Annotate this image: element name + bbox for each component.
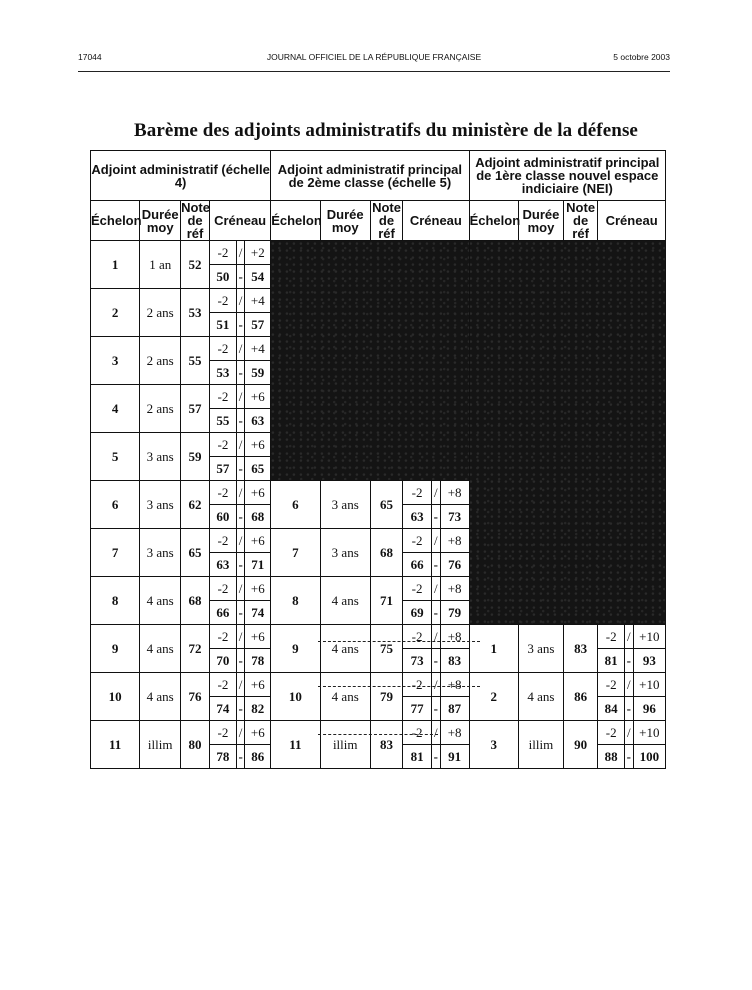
creneau-slash: / — [236, 385, 245, 409]
creneau-slash: / — [625, 625, 634, 649]
creneau-slash: / — [432, 529, 441, 553]
creneau-dash: - — [625, 697, 634, 721]
creneau-high-value: 63 — [245, 409, 271, 433]
creneau-dash: - — [625, 649, 634, 673]
creneau-high-value: 78 — [245, 649, 271, 673]
cell-note: 71 — [370, 577, 402, 625]
transition-dash — [318, 686, 480, 687]
creneau-high-value: 83 — [440, 649, 469, 673]
cell-echelon: 6 — [271, 481, 320, 529]
creneau-dash: - — [236, 265, 245, 289]
cell-duree: 4 ans — [320, 577, 370, 625]
creneau-slash: / — [625, 673, 634, 697]
creneau-low-offset: -2 — [210, 337, 237, 361]
creneau-low-offset: -2 — [598, 625, 625, 649]
creneau-low-offset: -2 — [210, 481, 237, 505]
creneau-dash: - — [236, 601, 245, 625]
col-header-echelon: Échelon — [91, 201, 140, 241]
creneau-high-value: 86 — [245, 745, 271, 769]
cell-duree: 4 ans — [518, 673, 563, 721]
creneau-high-value: 100 — [633, 745, 665, 769]
cell-note: 53 — [181, 289, 210, 337]
cell-duree: illim — [518, 721, 563, 769]
cell-echelon: 10 — [271, 673, 320, 721]
cell-duree: 3 ans — [320, 529, 370, 577]
transition-dash — [318, 641, 480, 642]
creneau-high-offset: +8 — [440, 577, 469, 601]
cell-echelon: 11 — [271, 721, 320, 769]
creneau-dash: - — [625, 745, 634, 769]
creneau-low-offset: -2 — [598, 673, 625, 697]
cell-echelon: 2 — [469, 673, 518, 721]
creneau-slash: / — [236, 337, 245, 361]
cell-duree: 4 ans — [140, 625, 181, 673]
journal-title: JOURNAL OFFICIEL DE LA RÉPUBLIQUE FRANÇAISE — [266, 52, 482, 62]
creneau-low-value: 81 — [403, 745, 432, 769]
cell-echelon: 8 — [91, 577, 140, 625]
creneau-high-value: 71 — [245, 553, 271, 577]
creneau-low-offset: -2 — [210, 385, 237, 409]
creneau-slash: / — [236, 481, 245, 505]
creneau-high-offset: +8 — [440, 481, 469, 505]
cell-note: 59 — [181, 433, 210, 481]
cell-duree: 4 ans — [140, 673, 181, 721]
col-header-note: Note de réf — [563, 201, 597, 241]
cell-echelon: 7 — [91, 529, 140, 577]
creneau-low-value: 63 — [210, 553, 237, 577]
creneau-slash: / — [432, 673, 441, 697]
cell-duree: 4 ans — [140, 577, 181, 625]
creneau-low-offset: -2 — [210, 529, 237, 553]
creneau-low-value: 53 — [210, 361, 237, 385]
creneau-low-value: 74 — [210, 697, 237, 721]
creneau-dash: - — [236, 409, 245, 433]
cell-duree: 2 ans — [140, 337, 181, 385]
creneau-low-offset: -2 — [210, 625, 237, 649]
creneau-slash: / — [432, 481, 441, 505]
creneau-dash: - — [432, 745, 441, 769]
creneau-low-value: 57 — [210, 457, 237, 481]
cell-echelon: 9 — [271, 625, 320, 673]
creneau-high-offset: +6 — [245, 385, 271, 409]
cell-note: 68 — [181, 577, 210, 625]
table-row — [91, 673, 666, 697]
cell-note: 76 — [181, 673, 210, 721]
creneau-slash: / — [236, 241, 245, 265]
creneau-high-offset: +8 — [440, 673, 469, 697]
creneau-dash: - — [432, 553, 441, 577]
creneau-dash: - — [236, 745, 245, 769]
creneau-high-value: 82 — [245, 697, 271, 721]
creneau-high-value: 76 — [440, 553, 469, 577]
creneau-dash: - — [236, 313, 245, 337]
creneau-dash: - — [432, 697, 441, 721]
cell-note: 83 — [563, 625, 597, 673]
document-title: Barème des adjoints administratifs du ministère de la défense — [134, 120, 638, 141]
bareme-table — [90, 150, 666, 769]
creneau-dash: - — [236, 553, 245, 577]
group-header-nei: Adjoint administratif principal de 1ère classe nouvel espace indiciaire (NEI) — [469, 151, 665, 201]
cell-duree: illim — [140, 721, 181, 769]
creneau-low-offset: -2 — [210, 241, 237, 265]
creneau-high-offset: +4 — [245, 337, 271, 361]
col-header-note: Note de réf — [372, 200, 401, 241]
creneau-low-offset: -2 — [403, 673, 432, 697]
cell-echelon: 4 — [91, 385, 140, 433]
creneau-slash: / — [236, 625, 245, 649]
cell-note: 86 — [563, 673, 597, 721]
cell-echelon: 6 — [91, 481, 140, 529]
cell-duree: 3 ans — [140, 529, 181, 577]
creneau-low-offset: -2 — [403, 577, 432, 601]
creneau-low-offset: -2 — [210, 721, 237, 745]
creneau-low-value: 84 — [598, 697, 625, 721]
creneau-high-offset: +8 — [440, 625, 469, 649]
creneau-dash: - — [236, 697, 245, 721]
creneau-low-value: 63 — [403, 505, 432, 529]
creneau-high-value: 93 — [633, 649, 665, 673]
cell-duree: 3 ans — [140, 481, 181, 529]
creneau-low-offset: -2 — [403, 721, 432, 745]
cell-echelon: 1 — [91, 241, 140, 289]
creneau-low-offset: -2 — [210, 673, 237, 697]
creneau-low-offset: -2 — [210, 433, 237, 457]
cell-note: 72 — [181, 625, 210, 673]
cell-note: 68 — [370, 529, 402, 577]
creneau-low-value: 73 — [403, 649, 432, 673]
cell-note: 65 — [370, 481, 402, 529]
creneau-low-offset: -2 — [403, 481, 432, 505]
creneau-slash: / — [432, 625, 441, 649]
col-header-echelon: Échelon — [271, 201, 320, 241]
cell-note: 79 — [370, 673, 402, 721]
col-header-duree: Durée moy — [320, 201, 370, 241]
creneau-slash: / — [236, 289, 245, 313]
table-row — [91, 625, 666, 649]
creneau-dash: - — [236, 505, 245, 529]
table-row — [91, 721, 666, 745]
creneau-high-offset: +8 — [440, 721, 469, 745]
creneau-low-value: 88 — [598, 745, 625, 769]
col-header-creneau: Créneau — [210, 201, 271, 241]
cell-echelon: 3 — [91, 337, 140, 385]
creneau-low-value: 55 — [210, 409, 237, 433]
creneau-high-value: 87 — [440, 697, 469, 721]
creneau-high-value: 73 — [440, 505, 469, 529]
creneau-high-value: 96 — [633, 697, 665, 721]
creneau-dash: - — [236, 649, 245, 673]
creneau-high-offset: +6 — [245, 625, 271, 649]
cell-echelon: 2 — [91, 289, 140, 337]
creneau-dash: - — [432, 601, 441, 625]
col-header-duree: Durée moy — [518, 201, 563, 241]
creneau-high-offset: +10 — [633, 721, 665, 745]
cell-echelon: 5 — [91, 433, 140, 481]
table-row — [91, 241, 666, 265]
cell-duree: 3 ans — [320, 481, 370, 529]
creneau-low-value: 51 — [210, 313, 237, 337]
page-header — [78, 52, 670, 66]
creneau-low-value: 50 — [210, 265, 237, 289]
cell-note: 80 — [181, 721, 210, 769]
creneau-low-value: 81 — [598, 649, 625, 673]
creneau-dash: - — [236, 361, 245, 385]
creneau-high-value: 65 — [245, 457, 271, 481]
cell-duree: illim — [320, 721, 370, 769]
creneau-slash: / — [432, 577, 441, 601]
creneau-high-offset: +4 — [245, 289, 271, 313]
creneau-low-value: 66 — [403, 553, 432, 577]
creneau-low-value: 66 — [210, 601, 237, 625]
creneau-high-value: 91 — [440, 745, 469, 769]
cell-echelon: 7 — [271, 529, 320, 577]
creneau-high-offset: +10 — [633, 673, 665, 697]
cell-note: 57 — [181, 385, 210, 433]
col-header-note: Note de réf — [181, 200, 210, 241]
cell-note: 55 — [181, 337, 210, 385]
creneau-dash: - — [236, 457, 245, 481]
column-header-row — [91, 201, 666, 241]
creneau-slash: / — [236, 721, 245, 745]
cell-echelon: 8 — [271, 577, 320, 625]
creneau-high-value: 57 — [245, 313, 271, 337]
cell-echelon: 3 — [469, 721, 518, 769]
shaded-block-g2 — [271, 241, 469, 481]
creneau-high-value: 68 — [245, 505, 271, 529]
creneau-high-value: 74 — [245, 601, 271, 625]
creneau-slash: / — [432, 721, 441, 745]
creneau-high-value: 54 — [245, 265, 271, 289]
cell-note: 52 — [181, 241, 210, 289]
creneau-high-offset: +2 — [245, 241, 271, 265]
creneau-low-value: 69 — [403, 601, 432, 625]
page-number: 17044 — [78, 52, 102, 62]
creneau-low-offset: -2 — [403, 625, 432, 649]
col-header-duree: Durée moy — [140, 201, 181, 241]
cell-note: 62 — [181, 481, 210, 529]
creneau-dash: - — [432, 649, 441, 673]
cell-echelon: 9 — [91, 625, 140, 673]
creneau-low-offset: -2 — [210, 577, 237, 601]
group-header-echelle5: Adjoint administratif principal de 2ème classe (échelle 5) — [271, 151, 469, 201]
cell-echelon: 1 — [469, 625, 518, 673]
col-header-creneau: Créneau — [598, 201, 666, 241]
creneau-high-offset: +6 — [245, 433, 271, 457]
creneau-high-offset: +6 — [245, 673, 271, 697]
creneau-high-offset: +6 — [245, 481, 271, 505]
cell-note: 90 — [563, 721, 597, 769]
creneau-low-offset: -2 — [403, 529, 432, 553]
cell-duree: 2 ans — [140, 289, 181, 337]
shaded-block-g3 — [469, 241, 665, 625]
creneau-low-value: 78 — [210, 745, 237, 769]
creneau-slash: / — [236, 433, 245, 457]
group-header-row — [91, 151, 666, 201]
cell-note: 65 — [181, 529, 210, 577]
cell-echelon: 11 — [91, 721, 140, 769]
cell-duree: 4 ans — [320, 625, 370, 673]
creneau-high-offset: +6 — [245, 721, 271, 745]
cell-echelon: 10 — [91, 673, 140, 721]
issue-date: 5 octobre 2003 — [613, 52, 670, 62]
creneau-high-offset: +6 — [245, 529, 271, 553]
creneau-high-offset: +8 — [440, 529, 469, 553]
creneau-low-offset: -2 — [210, 289, 237, 313]
col-header-creneau: Créneau — [403, 201, 470, 241]
transition-dash — [318, 734, 438, 735]
creneau-low-value: 70 — [210, 649, 237, 673]
creneau-slash: / — [236, 529, 245, 553]
creneau-low-offset: -2 — [598, 721, 625, 745]
group-header-echelle4: Adjoint administratif (échelle 4) — [91, 151, 271, 201]
cell-duree: 3 ans — [518, 625, 563, 673]
cell-duree: 2 ans — [140, 385, 181, 433]
creneau-high-value: 59 — [245, 361, 271, 385]
cell-duree: 3 ans — [140, 433, 181, 481]
header-rule — [78, 71, 670, 72]
creneau-low-value: 60 — [210, 505, 237, 529]
creneau-high-value: 79 — [440, 601, 469, 625]
cell-duree: 4 ans — [320, 673, 370, 721]
creneau-low-value: 77 — [403, 697, 432, 721]
creneau-slash: / — [236, 577, 245, 601]
creneau-high-offset: +10 — [633, 625, 665, 649]
creneau-dash: - — [432, 505, 441, 529]
creneau-high-offset: +6 — [245, 577, 271, 601]
cell-duree: 1 an — [140, 241, 181, 289]
creneau-slash: / — [625, 721, 634, 745]
col-header-echelon: Échelon — [469, 201, 518, 241]
creneau-slash: / — [236, 673, 245, 697]
cell-note: 83 — [370, 721, 402, 769]
cell-note: 75 — [370, 625, 402, 673]
